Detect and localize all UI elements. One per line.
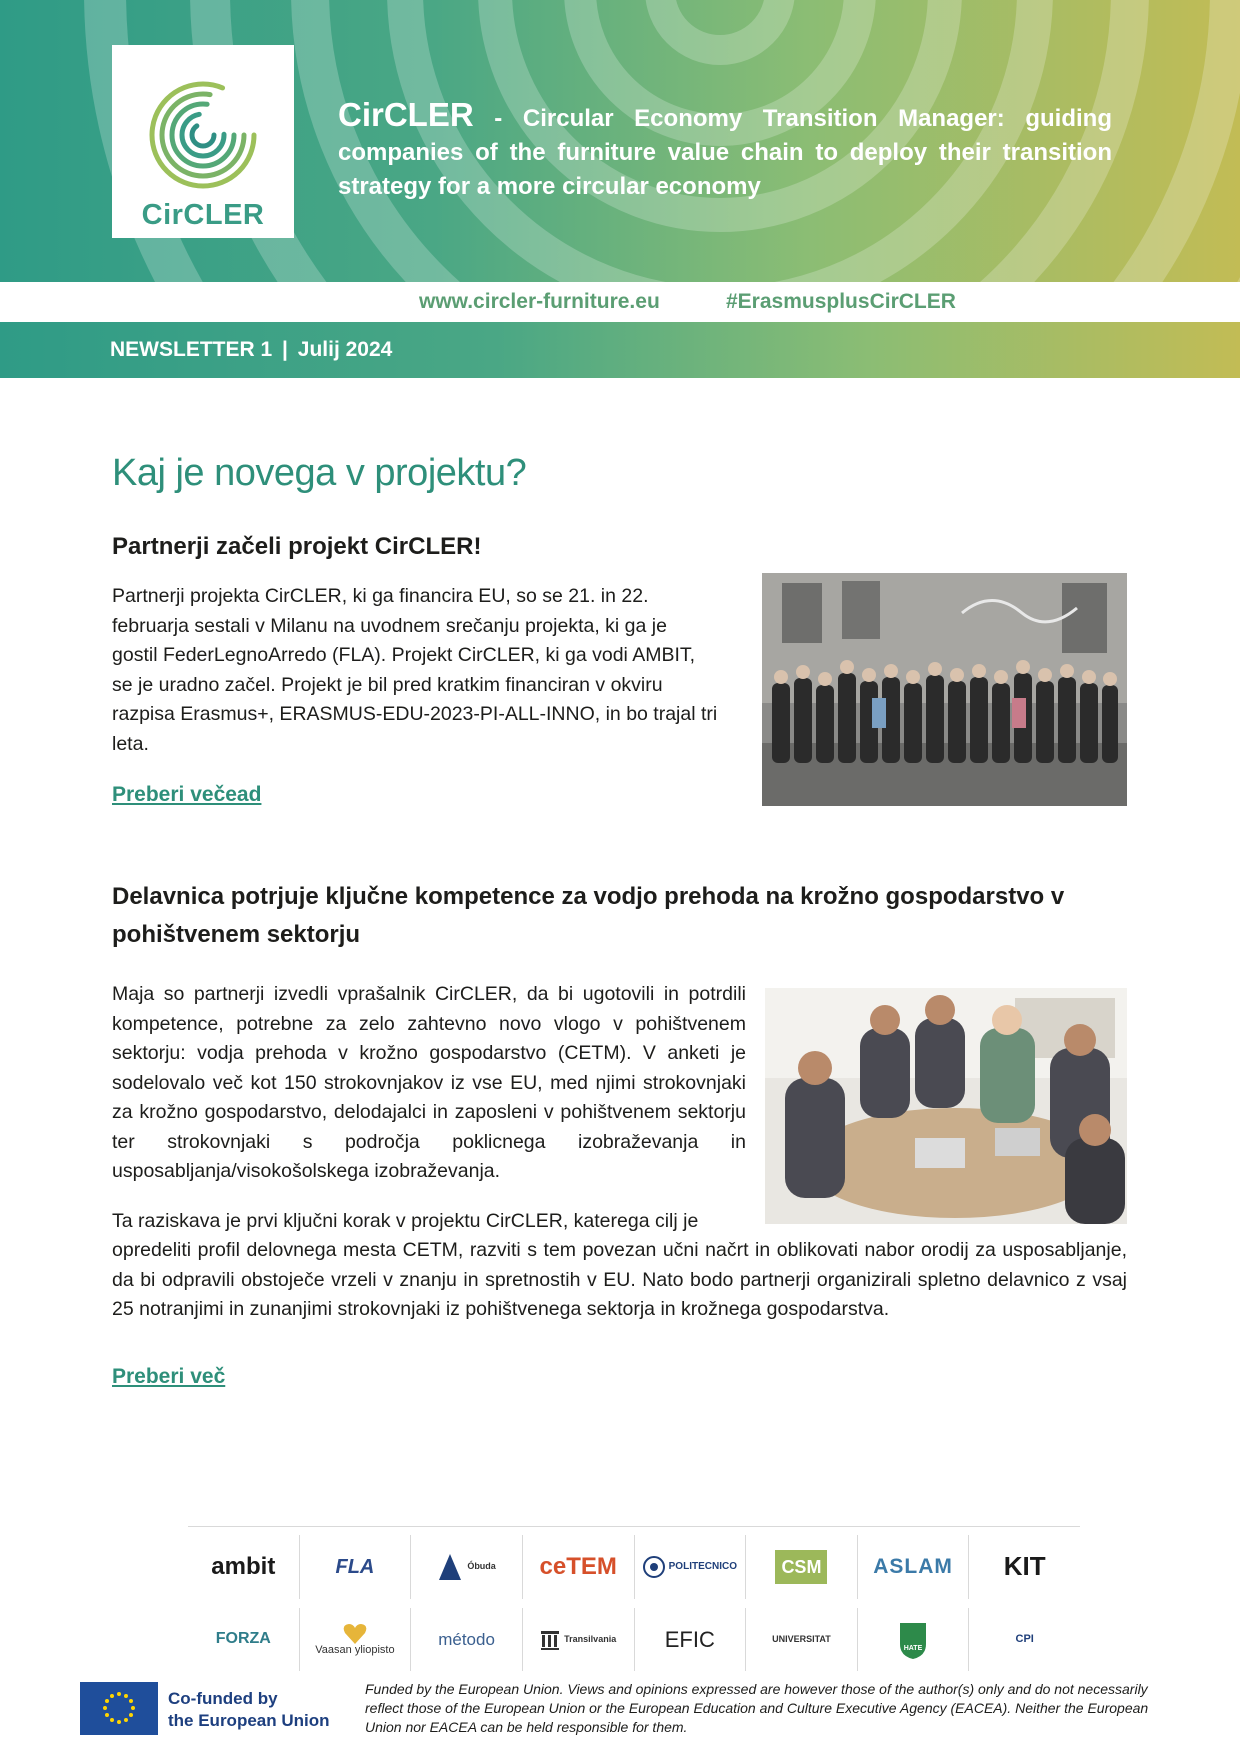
article2-heading-line: pohištvenem sektorju xyxy=(112,921,361,948)
eu-cofunded-label xyxy=(168,1688,330,1732)
partner-row xyxy=(188,1607,1080,1671)
partner-logo-metodo: método xyxy=(411,1608,523,1671)
partner-logo-kit: KIT xyxy=(1003,1551,1046,1582)
article2-read-more-link[interactable]: Preberi več xyxy=(112,1365,226,1388)
article1-body xyxy=(112,582,752,759)
circler-logo xyxy=(112,45,294,238)
article2-paragraph2-first-line: Ta raziskava je prvi ključni korak v projektu CirCLER, katerega cilj je xyxy=(112,1210,699,1232)
partner-logo-fla: FLA xyxy=(300,1535,412,1599)
partner-logo-cpi: CPI xyxy=(1015,1632,1034,1645)
university-building-icon xyxy=(540,1629,560,1651)
partner-logo-efic: EFIC xyxy=(635,1608,747,1671)
obuda-triangle-icon xyxy=(437,1552,463,1582)
article1-line: gostil FederLegnoArredo (FLA). Projekt CirCLER, ki ga vodi AMBIT, xyxy=(112,644,696,666)
logo-wordmark: CirCLER xyxy=(141,199,265,231)
partner-logo-polimi: POLITECNICO xyxy=(635,1535,747,1599)
website-link[interactable]: www.circler-furniture.eu xyxy=(419,290,660,313)
eu-cofunded-line2: the European Union xyxy=(168,1711,330,1730)
article2-heading xyxy=(112,878,1132,954)
newsletter-date: Julij 2024 xyxy=(297,338,393,361)
article1-line: leta. xyxy=(112,732,149,755)
article1-read-more-link[interactable]: Preberi večead xyxy=(112,783,262,806)
article2-heading-line: Delavnica potrjuje ključne kompetence za vodjo prehoda na krožno gospodarstvo v xyxy=(112,883,1065,910)
title-dash: - xyxy=(473,105,523,132)
hashtag: #ErasmusplusCirCLER xyxy=(726,290,956,313)
partner-logo-uoc: UNIVERSITAT xyxy=(746,1608,858,1671)
partner-logo-csm: CSM xyxy=(746,1535,858,1599)
newsletter-band xyxy=(0,322,1240,378)
hate-crest-text: HATE xyxy=(903,1644,923,1652)
heart-logo-icon xyxy=(343,1623,367,1645)
website-row xyxy=(0,282,1240,322)
kickoff-group-photo xyxy=(762,573,1127,806)
funding-disclaimer: Funded by the European Union. Views and opinions expressed are however those of the author(s) only and do not necessarily reflect those of the European Union or the European Education and Culture Executive Agency (EACEA). Neither the European Union nor EACEA can be held responsible for them. xyxy=(365,1681,1149,1735)
partner-row xyxy=(188,1535,1080,1599)
partner-logo-aslam: ASLAM xyxy=(858,1535,970,1599)
shield-crest-icon xyxy=(898,1620,928,1660)
header-banner xyxy=(0,0,1240,282)
project-subtitle: Circular Economy Transition Manager: guiding companies of the furniture value chain to deploy their transition strategy for a more circular economy xyxy=(338,105,1112,200)
partner-logo-transilvania: Transilvania xyxy=(523,1608,635,1671)
article2-paragraph1: Maja so partnerji izvedli vprašalnik CirCLER, da bi ugotovili in potrdili kompetence, potrebne za zelo zahtevno novo vlogo v pohištvenem sektorju: vodja prehoda v krožno gospodarstvo (CETM). V anketi je sodelovalo več kot 150 strokovnjakov iz vse EU, med njimi strokovnjaki za krožno gospodarstvo, delodajalci in zaposleni v pohištvenem sektorju ter strokovnjaki s področja poklicnega izobraževanja in usposabljanja/visokošolskega izobraževanja. xyxy=(112,983,746,1182)
workshop-team-photo xyxy=(765,988,1127,1224)
partner-logos xyxy=(188,1526,1080,1666)
partner-logo-hate xyxy=(858,1608,970,1671)
section-title: Kaj je novega v projektu? xyxy=(112,452,527,494)
article1-line: Partnerji projekta CirCLER, ki ga financira EU, so se 21. in 22. xyxy=(112,585,649,607)
project-brand: CirCLER xyxy=(338,96,474,133)
partner-logo-obuda: Óbuda xyxy=(411,1535,523,1599)
partner-logo-ambit: ambit xyxy=(188,1535,300,1599)
project-title xyxy=(338,98,1112,204)
polimi-seal-icon xyxy=(643,1556,665,1578)
newsletter-issue xyxy=(110,338,392,362)
article1-line: se je uradno začel. Projekt je bil pred kratkim financiran v okviru xyxy=(112,673,663,696)
newsletter-number: NEWSLETTER 1 xyxy=(110,338,273,361)
article1-line: razpisa Erasmus+, ERASMUS-EDU-2023-PI-ALL-INNO, in bo trajal tri xyxy=(112,703,718,725)
article1-line: februarja sestali v Milanu na uvodnem srečanju projekta, ki ga je xyxy=(112,614,667,637)
eu-flag-icon xyxy=(80,1682,158,1735)
article1-heading: Partnerji začeli projekt CirCLER! xyxy=(112,533,482,560)
newsletter-separator: | xyxy=(282,338,288,361)
article2-paragraph2: opredeliti profil delovnega mesta CETM, razviti s tem povezan učni načrt in oblikovati nabor orodij za usposabljanje, da bi odpravili obstoječe vrzeli v znanju in spretnostih v EU. Nato bodo partnerji organizirali spletno delavnico z vsaj 25 notranjimi in zunanjimi strokovnjaki iz pohištvenega sektorja in krožnega gospodarstva. xyxy=(112,1239,1127,1320)
eu-cofunded-line1: Co-funded by xyxy=(168,1689,278,1708)
partner-logo-vaasa: Vaasan yliopisto xyxy=(300,1608,412,1671)
partner-logo-forza: FORZA xyxy=(188,1608,300,1671)
spiral-logo-icon xyxy=(147,79,259,191)
partner-logo-cetem: ceTEM xyxy=(523,1535,635,1599)
